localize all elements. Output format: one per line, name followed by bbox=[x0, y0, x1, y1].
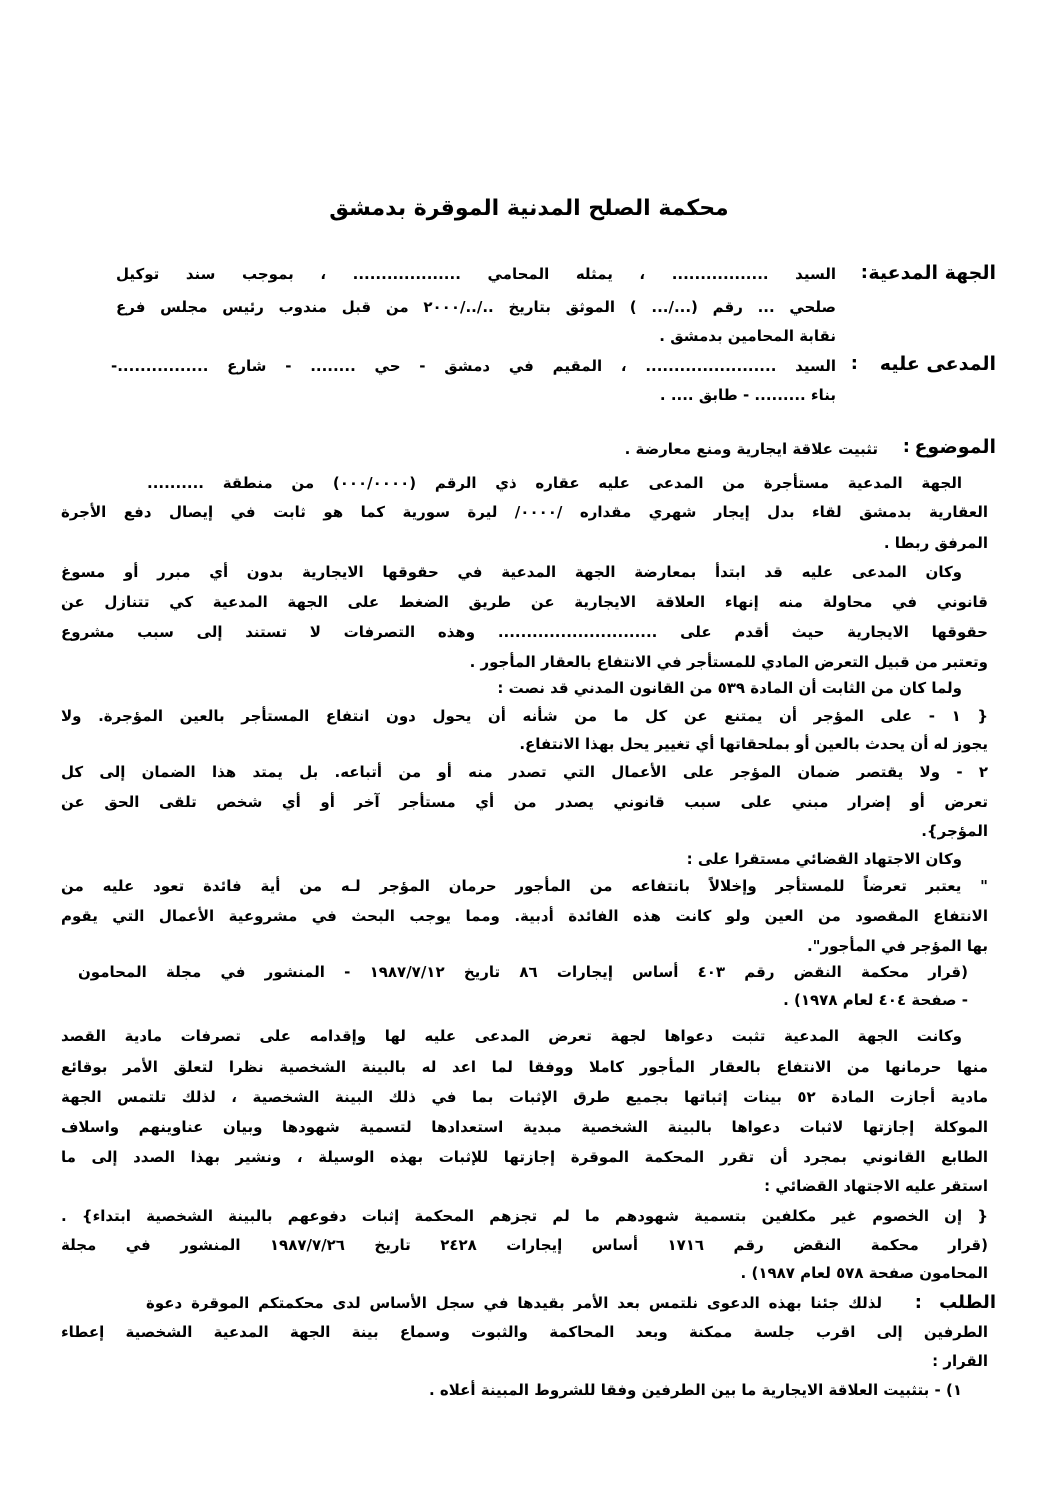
body-line: (قرار محكمة النقض رقم ٤٠٣ أساس إيجارات ٨٦ تاريخ ١٩٨٧/٧/١٢ - المنشور في مجلة المحامون bbox=[78, 963, 968, 981]
body-line: وتعتبر من قبيل التعرض المادي للمستأجر في الانتفاع بالعقار المأجور . bbox=[469, 653, 988, 671]
body-line: استقر عليه الاجتهاد القضائي : bbox=[764, 1177, 988, 1195]
request-line: ١) - بتثبيت العلاقة الايجارية ما بين الطرفين وفقا للشروط المبينة أعلاه . bbox=[429, 1381, 962, 1399]
body-line: مادية أجازت المادة ٥٢ بينات إثباتها بجميع طرق الإثبات بما في ذلك البينة الشخصية ، لذلك تلتمس الجهة bbox=[61, 1088, 988, 1106]
body-line: " يعتبر تعرضاً للمستأجر وإخلالاً بانتفاعه من المأجور حرمان المؤجر لـه من أية فائدة تعود عليه من bbox=[61, 877, 988, 895]
plaintiff-colon: : bbox=[860, 262, 868, 283]
plaintiff-line-2: صلحي ... رقم (.../... ) الموثق بتاريخ ../../٢٠٠٠ من قبل مندوب رئيس مجلس فرع bbox=[116, 298, 836, 316]
defendant-colon: : bbox=[850, 353, 858, 374]
body-line: ولما كان من الثابت أن المادة ٥٣٩ من القانون المدني قد نصت : bbox=[497, 679, 962, 697]
body-line: قانوني في محاولة منه إنهاء العلاقة الايجارية عن طريق الضغط على الجهة المدعية كي تتنازل عن bbox=[61, 593, 988, 611]
subject-text: تثبيت علاقة ايجارية ومنع معارضة . bbox=[624, 440, 878, 458]
body-line: الطابع القانوني بمجرد أن تقرر المحكمة الموقرة إجازتها للإثبات بهذه الوسيلة ، ونشير بهذا الصدد إلى ما bbox=[61, 1148, 988, 1166]
defendant-label: المدعى عليه bbox=[879, 353, 996, 375]
body-line: { ١ - على المؤجر أن يمتنع عن كل ما من شأنه أن يحول دون انتفاع المستأجر بالعين المؤجرة. ولا bbox=[61, 707, 989, 725]
body-line: وكان المدعى عليه قد ابتدأ بمعارضة الجهة المدعية في حقوقها الايجارية بدون أي مبرر أو مسوغ bbox=[61, 563, 962, 581]
defendant-line-2: بناء ......... - طابق .... . bbox=[659, 386, 836, 404]
subject-label: الموضوع bbox=[914, 436, 996, 458]
document-title: محكمة الصلح المدنية الموقرة بدمشق bbox=[329, 196, 729, 221]
body-line: الموكلة إجازتها لاثبات دعواها بالبينة الشخصية مبدية استعدادها لتسمية شهودها وبيان عناوينهم واسلاف bbox=[61, 1118, 988, 1136]
body-line: المحامون صفحة ٥٧٨ لعام ١٩٨٧) . bbox=[740, 1264, 988, 1282]
body-line: وكان الاجتهاد القضائي مستقرا على : bbox=[686, 850, 962, 868]
body-line: ٢ - ولا يقتصر ضمان المؤجر على الأعمال التي تصدر منه أو من أتباعه. بل يمتد هذا الضمان إلى كل bbox=[61, 763, 988, 781]
body-line: بها المؤجر في المأجور". bbox=[806, 937, 988, 955]
body-line: الانتفاع المقصود من العين ولو كانت هذه الفائدة أدبية. ومما يوجب البحث في مشروعية الأعمال التي يقوم bbox=[61, 907, 988, 925]
request-line: القرار : bbox=[932, 1352, 988, 1370]
plaintiff-label: الجهة المدعية bbox=[868, 262, 996, 284]
body-line: حقوقها الايجارية حيث أقدم على ............................ وهذه التصرفات لا تستند إلى سبب مشروع bbox=[61, 623, 988, 641]
body-line: يجوز له أن يحدث بالعين أو بملحقاتها أي تغيير يحل بهذا الانتفاع. bbox=[519, 735, 988, 753]
body-line: المرفق ربطا . bbox=[883, 534, 988, 552]
body-line: العقارية بدمشق لقاء بدل إيجار شهري مقداره /٠٠٠٠/ ليرة سورية كما هو ثابت في إيصال دفع الأجرة bbox=[61, 503, 988, 521]
body-line: - صفحة ٤٠٤ لعام ١٩٧٨) . bbox=[783, 991, 968, 1009]
defendant-line-1: السيد ....................... ، المقيم في دمشق - حي ........ - شارع ................- bbox=[111, 357, 836, 375]
plaintiff-line-3: نقابة المحامين بدمشق . bbox=[659, 327, 836, 345]
subject-colon: : bbox=[902, 436, 910, 457]
plaintiff-line-1: السيد ................. ، يمثله المحامي ................... ، بموجب سند توكيل bbox=[116, 265, 836, 283]
body-line: المؤجر}. bbox=[921, 822, 988, 840]
request-line: لذلك جئنا بهذه الدعوى نلتمس بعد الأمر بقيدها في سجل الأساس لدى محكمتكم الموقرة دعوة bbox=[146, 1294, 882, 1312]
body-line: تعرض أو إضرار مبني على سبب قانوني يصدر من أي مستأجر آخر أو أي شخص تلقى الحق عن bbox=[61, 793, 988, 811]
request-label: الطلب bbox=[939, 1292, 996, 1313]
body-line: (قرار محكمة النقض رقم ١٧١٦ أساس إيجارات ٢٤٢٨ تاريخ ١٩٨٧/٧/٢٦ المنشور في مجلة bbox=[61, 1236, 988, 1254]
body-line: { إن الخصوم غير مكلفين بتسمية شهودهم ما لم تجزهم المحكمة إثبات دفوعهم بالبينة الشخصية ابتداء} . bbox=[61, 1207, 988, 1225]
body-line: وكانت الجهة المدعية تثبت دعواها لجهة تعرض المدعى عليه لها وإقدامه على تصرفات مادية القصد bbox=[61, 1027, 962, 1045]
request-line: الطرفين إلى اقرب جلسة ممكنة وبعد المحاكمة والثبوت وسماع بينة الجهة المدعية الشخصية إعطاء bbox=[61, 1323, 988, 1341]
body-line: منها حرمانها من الانتفاع بالعقار المأجور كاملا ووفقا لما اعد له بالبينة الشخصية نظرا لتعلق الأمر بوقائع bbox=[61, 1058, 988, 1076]
request-colon: : bbox=[914, 1292, 922, 1313]
body-line: الجهة المدعية مستأجرة من المدعى عليه عقاره ذي الرقم (٠٠٠/٠٠٠٠) من منطقة .......... bbox=[147, 474, 962, 492]
